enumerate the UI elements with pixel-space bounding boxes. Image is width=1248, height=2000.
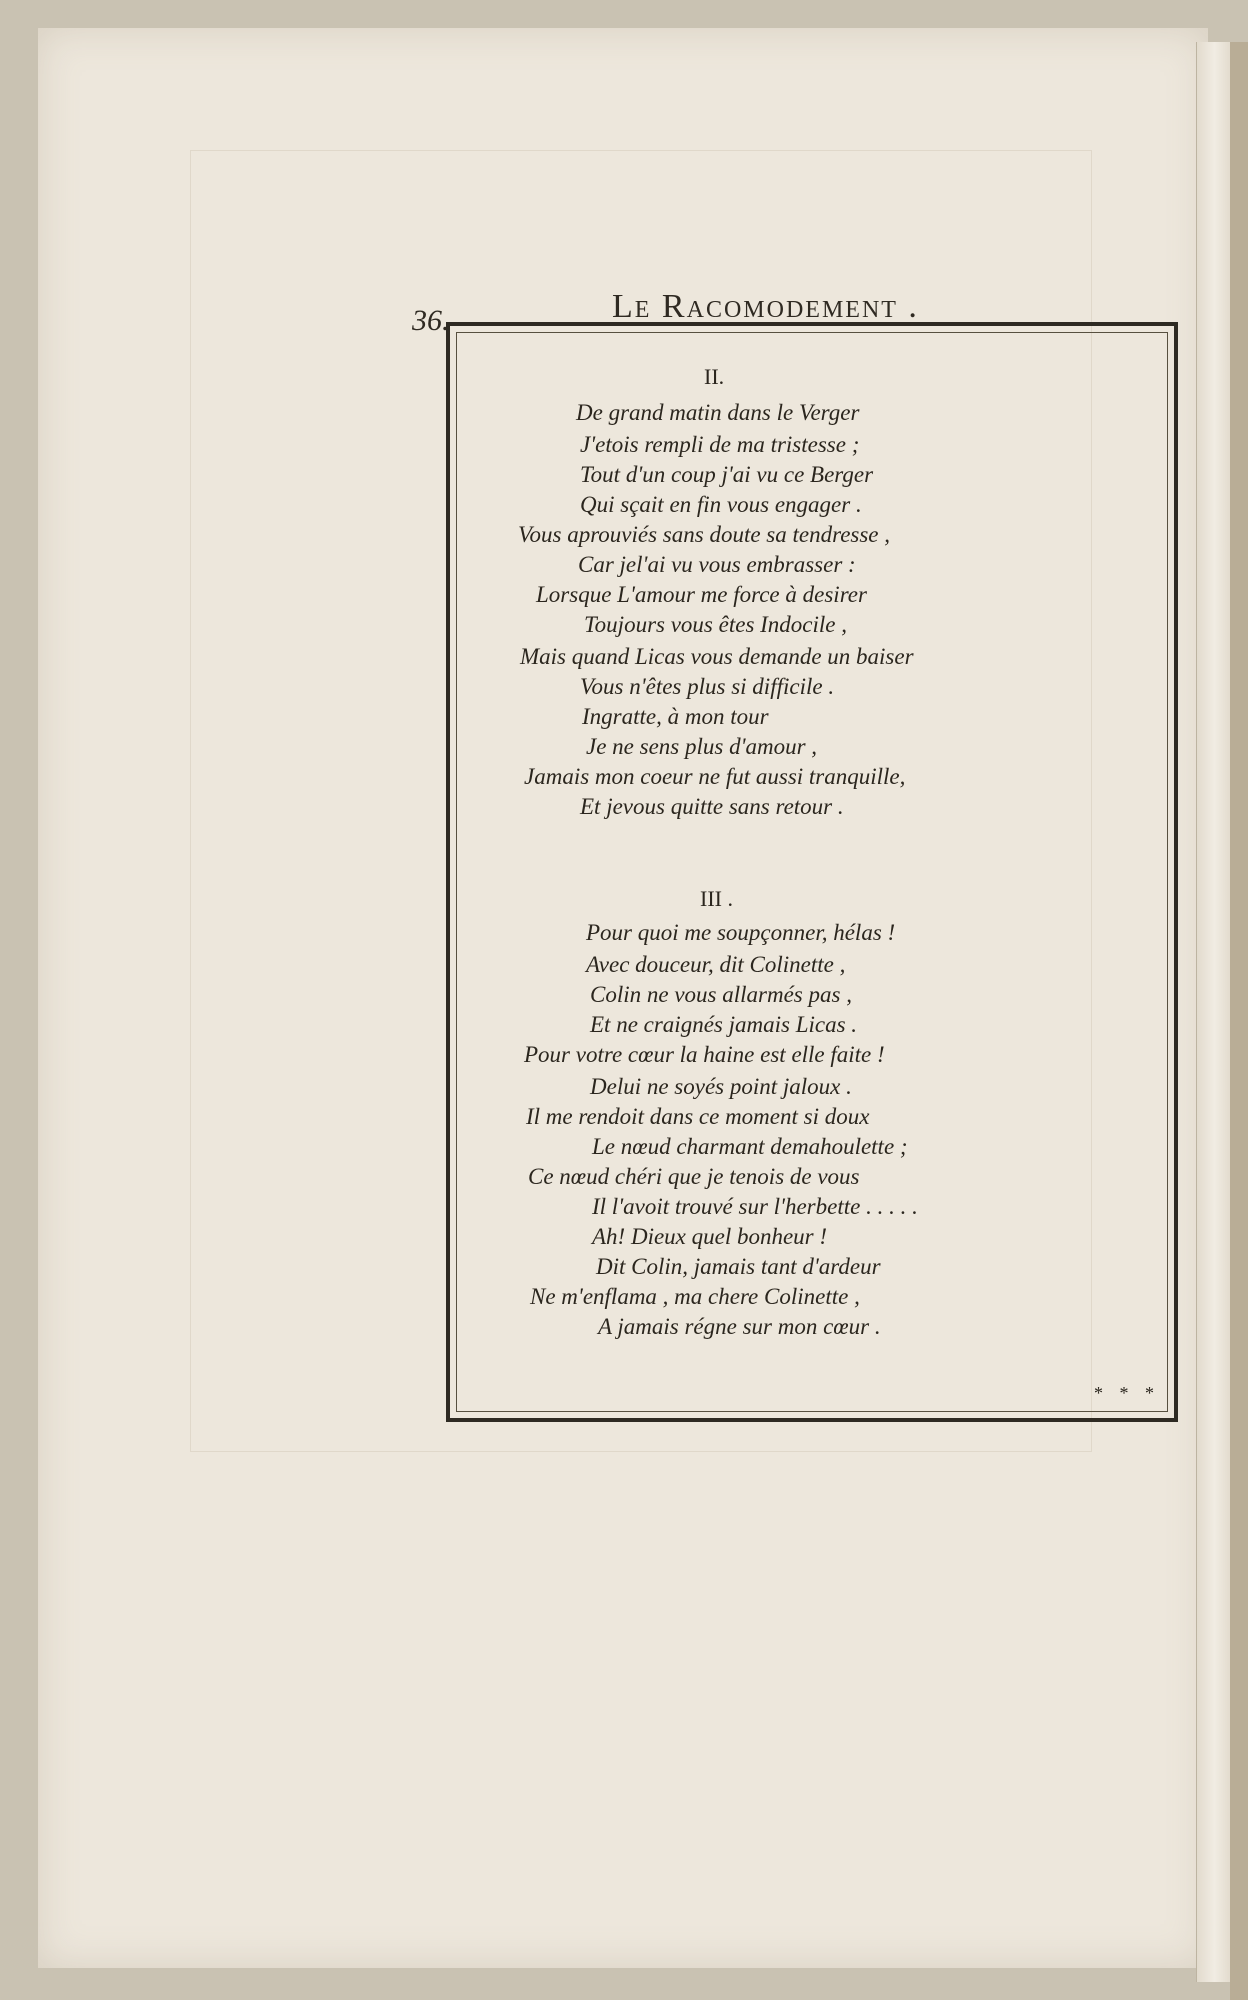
verse-line: Colin ne vous allarmés pas , — [590, 982, 852, 1007]
book-fore-edge — [1230, 42, 1248, 2000]
page-number: 36. — [412, 304, 450, 337]
verse-line: Mais quand Licas vous demande un baiser — [520, 644, 914, 669]
verse-line: Jamais mon coeur ne fut aussi tranquille, — [524, 764, 906, 789]
verse-line: Vous n'êtes plus si difficile . — [580, 674, 835, 699]
verse-line: Lorsque L'amour me force à desirer — [536, 582, 867, 607]
verse-line: Tout d'un coup j'ai vu ce Berger — [580, 462, 874, 487]
verse-line: Qui sçait en fin vous engager . — [580, 492, 862, 517]
verse-line: Ingratte, à mon tour — [582, 704, 769, 729]
verse-line: Je ne sens plus d'amour , — [586, 734, 818, 759]
verse-line: A jamais régne sur mon cœur . — [598, 1314, 881, 1339]
verse-line: Pour votre cœur la haine est elle faite ! — [524, 1042, 885, 1067]
verse-line: Avec douceur, dit Colinette , — [586, 952, 846, 977]
verse-frame — [446, 322, 1178, 1422]
page-title: Le Racomodement . — [612, 288, 919, 325]
verse-line: Pour quoi me soupçonner, hélas ! — [586, 920, 896, 945]
verse-line: Delui ne soyés point jaloux . — [590, 1074, 852, 1099]
verses — [450, 326, 1174, 1418]
verse-line: J'etois rempli de ma tristesse ; — [580, 432, 860, 457]
verse-line: Ah! Dieux quel bonheur ! — [592, 1224, 828, 1249]
verse-line: Et jevous quitte sans retour . — [580, 794, 844, 819]
stanza-number: II. — [704, 364, 725, 389]
verse-line: Le nœud charmant demahoulette ; — [592, 1134, 908, 1159]
verse-line: Vous aprouviés sans doute sa tendresse , — [518, 522, 891, 547]
stanza-number: III . — [700, 886, 733, 911]
verse-line: Il me rendoit dans ce moment si doux — [526, 1104, 870, 1129]
verse-line: Toujours vous êtes Indocile , — [584, 612, 847, 637]
ornament-stars: * * * — [1094, 1383, 1160, 1403]
verse-line: De grand matin dans le Verger — [576, 400, 860, 425]
verse-line: Dit Colin, jamais tant d'ardeur — [596, 1254, 881, 1279]
verse-line: Ce nœud chéri que je tenois de vous — [528, 1164, 860, 1189]
verse-line: Il l'avoit trouvé sur l'herbette . . . . . — [592, 1194, 918, 1219]
verse-line: Et ne craignés jamais Licas . — [590, 1012, 858, 1037]
verse-line: Car jel'ai vu vous embrasser : — [578, 552, 856, 577]
verse-line: Ne m'enflama , ma chere Colinette , — [530, 1284, 860, 1309]
